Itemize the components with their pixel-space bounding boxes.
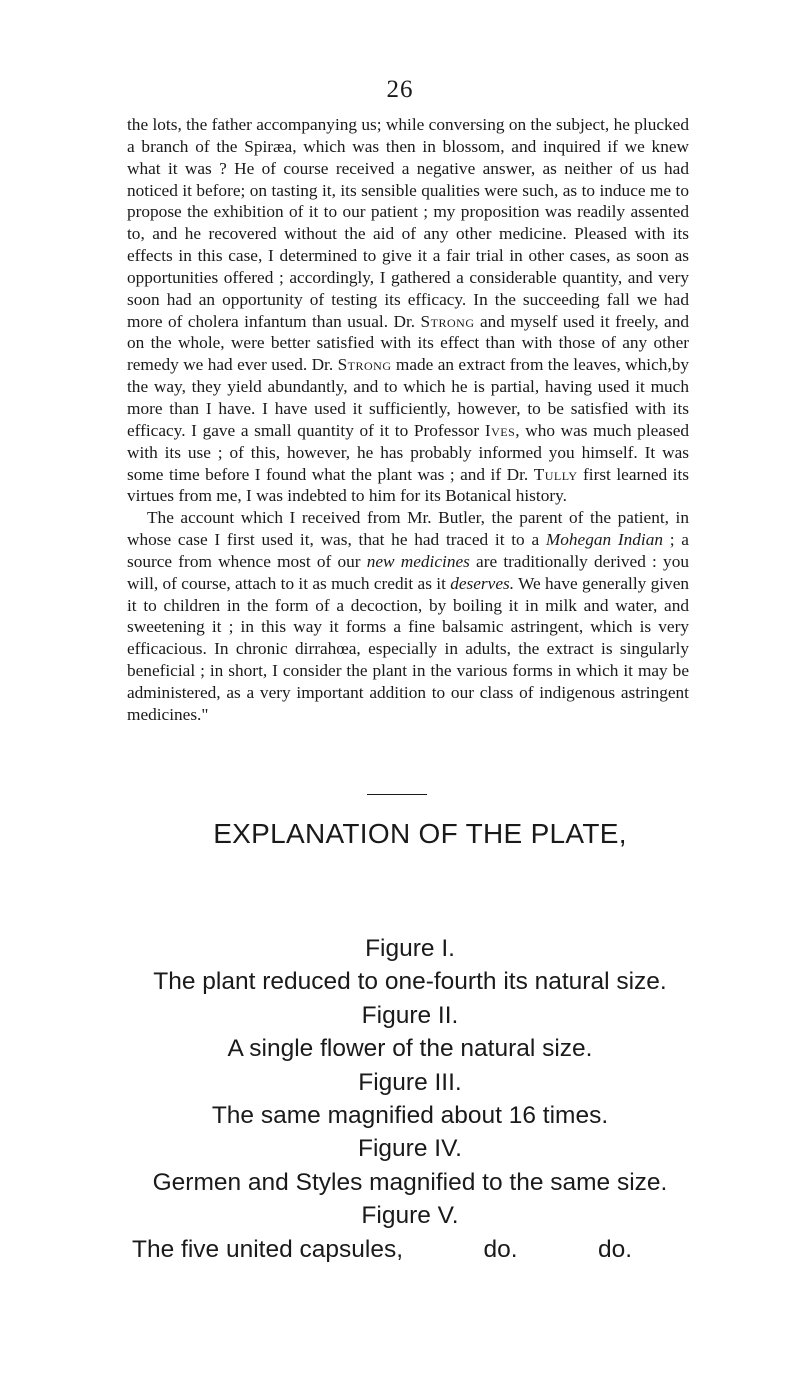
text-segment: , who was much pleased with its use ; of this, however, he has probably informed you himself. It was some time before I found what the plant was ; and if Dr. [127, 420, 689, 484]
italic-text: deserves. [450, 573, 515, 593]
figure-label: Figure II. [361, 1001, 459, 1029]
figure-list [120, 932, 700, 1266]
paragraph-2 [127, 507, 689, 725]
figure-label: Figure IV. [358, 1135, 462, 1163]
name-tully: Tully [533, 464, 578, 484]
text-segment: the lots, the father accompanying us; while conversing on the subject, he plucked a branch of the Spiræa, which was then in blossom, and inquired if we knew what it was ? He of course received a negative answer, as neither of us had noticed it before; on tasting it, its sensible qualities were such, as to induce me to propose the exhibition of it to our patient ; my proposition was readily assented to, and he recovered without the aid of any other medicine. Pleased with its effects in this case, I determined to give it a fair trial in other cases, as soon as opportunities offered ; accordingly, I gathered a considerable quantity, and very soon had an opportunity of testing its efficacy. In the succeeding fall we had more of cholera infantum than usual. Dr. [127, 115, 689, 331]
text-segment: first learned its virtues from me, I was indebted to him for its Botanical history. [127, 464, 689, 506]
figure-description-text: The five united capsules, [132, 1235, 404, 1263]
figure-label: Figure III. [358, 1068, 462, 1096]
paragraph-1 [127, 114, 689, 507]
name-strong: Strong [337, 355, 392, 375]
figure-description: The same magnified about 16 times. [211, 1102, 609, 1130]
figure-description: The plant reduced to one-fourth its natural size. [153, 968, 667, 996]
figure-description [132, 1233, 632, 1266]
section-heading: EXPLANATION OF THE PLATE, [213, 818, 627, 849]
figure-label: Figure I. [365, 935, 455, 962]
text-segment: made an extract from the leaves, which,by the way, they yield abundantly, and to which he is partial, having used it much more than I have. I have used it sufficiently, however, to be satisfied with its efficacy. I gave a small quantity of it to Professor [127, 355, 689, 440]
italic-text: Mohegan Indian [545, 530, 663, 550]
name-strong: Strong [420, 311, 475, 331]
section-divider [367, 794, 427, 795]
text-segment: We have generally given it to children in the form of a decoction, by boiling it in milk and water, and sweetening it ; in this way it forms a fine balsamic astringent, which is very efficacious. In chronic dirrahœa, especially in adults, the extract is singularly beneficial ; in short, I consider the plant in the various forms in which it may be administered, as a very important addition to our class of indigenous astringent medicines." [127, 573, 690, 724]
figure-description: A single flower of the natural size. [227, 1035, 593, 1063]
text-segment: The account which I received from Mr. Butler, the parent of the patient, in whose case I first used it, was, that he had traced it to a [127, 508, 689, 550]
body-text [127, 114, 689, 726]
text-segment: are traditionally derived : you will, of course, attach to it as much credit as it [127, 551, 689, 593]
ditto-mark: do. [597, 1235, 632, 1263]
text-segment: ; a source from whence most of our [127, 530, 689, 571]
italic-text: new medicines [366, 551, 470, 571]
figure-label: Figure V. [361, 1202, 459, 1230]
figure-description: Germen and Styles magnified to the same size. [152, 1168, 668, 1196]
text-segment: and myself used it freely, and on the whole, were better satisfied with its effect than with those of any other remedy we had ever used. Dr. [127, 311, 689, 375]
page-number: 26 [386, 76, 414, 103]
name-ives: Ives [484, 420, 516, 440]
ditto-mark: do. [483, 1235, 518, 1263]
